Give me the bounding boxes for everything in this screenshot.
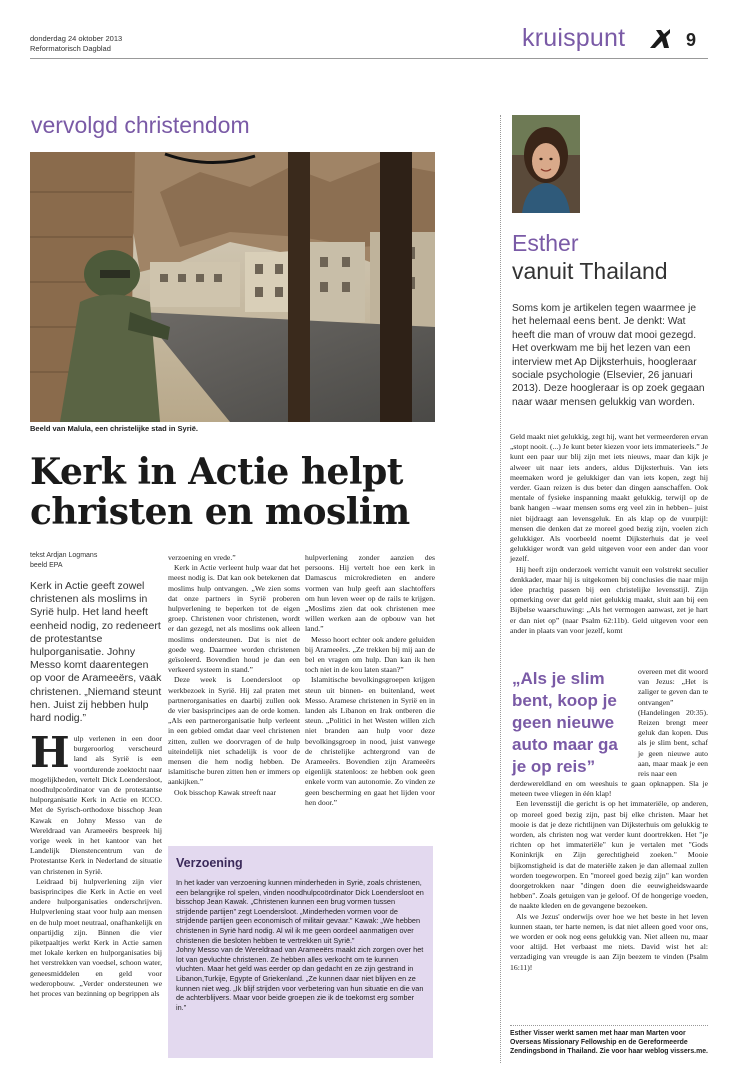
section-title: kruispunt <box>522 24 626 52</box>
article-paragraph: Deze week is Loendersloot op werkbezoek in Syrië. Hij zal praten met partnerorganisaties en daarbij zullen ook de vier basisprincipes aan de orde komen. „Als een partnerorganisatie hulp verleent in een gebied omdat daar veel christenen zitten, zullen we doorvragen of de hulp uiteindelijk niet schadelijk is voor de mensen die hem nodig hebben. De islamitische buren zitten hen er immers op aankijken.” <box>168 675 300 787</box>
pull-quote: „Als je slim bent, koop je geen nieuwe auto maar ga je op reis” <box>512 669 618 776</box>
column-body-side <box>638 667 708 779</box>
article-paragraph: verzoening en vrede.” <box>168 553 236 562</box>
section-kicker: vervolgd christendom <box>31 112 250 138</box>
column-intro: Soms kom je artikelen tegen waarmee je het helemaal eens bent. Je denkt: Wat heeft die man of vrouw dat mooi gezegd. Het overkwam me bij het lezen van een interview met Ap Dijksterhuis, hoogleraar sociale psychologie (Elsevier, 26 januari 2013). Deze hoogleraar is op zoek gegaan naar waar mensen gelukkig van worden. <box>512 303 705 408</box>
issue-date: donderdag 24 oktober 2013 <box>30 34 123 43</box>
article-paragraph: Kerk in Actie verleent hulp waar dat het meest nodig is. Dat kan ook betekenen dat moslims hulp ontvangen. „We zien soms dat onze partners in Syrië proberen hulpverlening te beperken tot de eigen groep. Christenen voor christenen, wordt er dan gezegd, net als moslims ook alleen moslims ondersteunen. Dat is niet de goede weg. Daarmee worden christenen geïsoleerd. Bovendien houd je dan een verkeerd systeem in stand.” <box>168 563 300 675</box>
column-subtitle: vanuit Thailand <box>512 258 668 284</box>
masthead-date-block <box>30 34 122 54</box>
page-number: 9 <box>686 30 697 50</box>
article-paragraph: Ook bisschop Kawak streeft naar <box>174 787 277 797</box>
article-intro: Kerk in Actie geeft zowel christenen als moslims in Syrië hulp. Het land heeft eenheid nodig, zo redeneert de protestantse hulporganisatie. Johny Messo komt daarentegen op voor de Arameeërs, vaak christenen. „Niemand steunt hen. Juist zij hebben hulp hard nodig.” <box>30 580 162 725</box>
box-body-2: Johny Messo van de Wereldraad van Arameeërs maakt zich zorgen over het lot van gevluchte christenen. Ze hebben alles verkocht om te kunnen vluchten. Maar het geld was eerder op dan gedacht en ze zijn gestrand in Libanon,Turkije, Egypte of Griekenland. „Ze kunnen daar niet blijven en ze kunnen niet weg. „Ik blijf strijden voor verbetering van hun situatie en die van de achterblijvers. Maar voor beide groepen zie ik de toekomst erg somber in.” <box>176 945 424 1012</box>
author-portrait <box>512 115 580 213</box>
headline-line-1: Kerk in Actie helpt <box>30 451 403 493</box>
column-body-bottom <box>510 779 708 973</box>
article-column-3 <box>305 553 435 808</box>
credit-image: beeld EPA <box>30 562 63 569</box>
masthead-divider <box>30 58 708 59</box>
article-paragraph: Messo hoort echter ook andere geluiden bij Arameeërs. „Ze trekken bij mij aan de bel en vragen om hulp. Dan kan ik hen toch niet in de kou laten staan?” <box>305 634 435 675</box>
article-paragraph: Islamitische bevolkingsgroepen krijgen steun uit binnen- en buitenland, weet Messo. Aramese christenen in Syrië en in landen als Libanon en Irak ontberen die steun. „Politici in het Westen willen zich niet branden aan hulp voor deze bevolkingsgroep in nood, juist vanwege de christelijke achtergrond van de Arameeërs. Bovendien zijn Arameeërs eigenlijk statenloos: ze hebben ook geen enkele vorm van autonomie. Zo vinden ze geen bescherming en gaat het lijden voor hen door.” <box>305 675 435 807</box>
headline-line-2: christen en moslim <box>30 491 410 533</box>
column-paragraph: Een levensstijl die gericht is op het immateriële, op anderen, op moreel goed bezig zijn, past bij elke christen. Maar het mooie is dat je deze richtlijnen van Dijksterhuis om gelukkig te worden, als christen nog wat verder kunt doortrekken. Het "je richten op het immateriële" kun je vertalen met "Gods Koninkrijk en Zijn gerechtigheid zoeken." Mooie bijkomstigheid is dat de materiële zaken je dan allemaal zullen worden toegeworpen. En "moreel goed bezig zijn" kan worden doorgetrokken naar "dingen doen die eeuwigheidswaarde hebben". Zoals getuigen van je geloof. Of de hongerige voeden, de naakte kleden en de gevangene bezoeken. <box>510 799 708 911</box>
kruispunt-logo-icon <box>647 26 673 52</box>
verzoening-box <box>168 846 433 1058</box>
dropcap: H <box>30 728 70 777</box>
column-paragraph: derdewereldland en om weeshuis te gaan opknappen. Sla je meteen twee vliegen in één klap! <box>510 779 708 799</box>
column-body-top <box>510 432 708 636</box>
column-paragraph: Geld maakt niet gelukkig, zegt hij, want het vermeerderen ervan „stopt nooit. (...) Je kunt beter kiezen voor iets immaterieels.” Je kunt een paar uur blij zijn met iets nieuws, maar dan kijk je alweer uit naar iets anders, aldus Dijksterhuis. Van iets meemaken word je gelukkiger dan van iets kopen, zegt hij verder. Gaan reizen is dus beter dan dingen aanschaffen. Ook mentale of fysieke inspanning maakt gelukkig, terwijl op de bank hangen –waar mensen soms erg veel zin in hebben– juist niet bijdraagt aan levensgeluk. En als klap op de vuurpijl: mensen die denken dat ze moreel goed bezig zijn, voelen zich gelukkiger. Als voorbeeld noemt Dijksterhuis dat je veel gelukkiger wordt van geld uitgeven voor een ander dan voor jezelf. <box>510 432 708 564</box>
article-paragraph: ulp verlenen in een door burgeroorlog verscheurd land als Syrië is een voortdurende zoektocht naar mogelijkheden, vertelt Dick Loendersloot, noodhulpcoördinator van de protestantse hulporganisatie Kerk in Actie en ICCO. Met de Syrisch-orthodoxe bisschop Jean Kawak en Johny Messo van de Wereldraad van Arameeërs bespreek hij vorige week in het kantoor van het Landelijk Dienstencentrum van de Protestantse Kerk in Nederland de situatie van christenen in Syrië. <box>30 734 162 876</box>
box-title: Verzoening <box>176 856 243 870</box>
photo-caption: Beeld van Malula, een christelijke stad in Syrië. <box>30 424 198 433</box>
article-column-1 <box>30 728 162 999</box>
author-bio: Esther Visser werkt samen met haar man Marten voor Overseas Missionary Fellowship en de Gereformeerde Zendingsbond in Thailand. Zie voor haar weblog vissers.me. <box>510 1025 708 1056</box>
article-paragraph: Leidraad bij hulpverlening zijn vier basisprincipes die Kerk in Actie en veel andere hulporganisaties onderschrijven. Hulpverlening staat voor hulp aan mensen en de hulp moet neutraal, onafhankelijk en onpartijdig zijn. Binnen die vier piketpaaltjes werkt Kerk in Actie samen met lokale kerken en hulporganisaties bij het verstrekken van voedsel, schoon water, geneesmiddelen en geld voor wederopbouw. „Verder ondersteunen we het proces van bezinning op begrippen als <box>30 876 162 999</box>
column-paragraph: Als we Jezus' onderwijs over hoe we het beste in het leven kunnen staan, ter harte nemen, is dat niet alleen goed voor ons, we worden er ook nog eens gelukkig van. Niet alleen nu, maar voor altijd. Het verbaast me niets. David wist het al: verzadiging van vreugde is aan Zijn beezem te vinden (Psalm 16:11)! <box>510 911 708 972</box>
box-body: In het kader van verzoening kunnen minderheden in Syrië, zoals christenen, een belangrijke rol spelen, vinden noodhulpcoördinator Dick Loendersloot en bisschop Jean Kawak. „Christenen kunnen een brug vormen tussen strijdende partijen” zegt Loendersloot. „Minderheden vormen voor de strijdende partijen geen economisch of militair gevaar.” Kawak: „We hebben christenen in Syrië hard nodig. Al wil ik me geen oordeel aanmatigen over christenen die besloten hebben te vertrekken uit Syrië.” <box>176 878 424 945</box>
article-credits <box>30 551 97 571</box>
column-paragraph: Hij heeft zijn onderzoek verricht vanuit een volstrekt seculier denkkader, maar hij is uitgekomen bij conclusies die naar mijn idee prachtig passen bij een christelijke levensstijl. Zijn opmerking over dat geld niet gelukkig maakt, sluit aan bij een Bijbelse waarschuwing: „Als het vermogen aanwast, zet je hart er dan niet op” (naar Psalm 62:11b). Geld uitgeven voor een ander in plaats van voor jezelf, komt <box>510 564 708 635</box>
column-divider <box>500 115 501 1063</box>
column-author-name: Esther <box>512 230 579 256</box>
article-column-2 <box>168 553 300 798</box>
column-paragraph: overeen met dit woord van Jezus: „Het is zaliger te geven dan te ontvangen” (Handelingen 20:35). Reizen brengt meer geluk dan kopen. Dus als je slim bent, schaf je geen nieuwe auto aan, maar maak je een reis naar een <box>638 667 708 779</box>
newspaper-name: Reformatorisch Dagblad <box>30 44 111 53</box>
credit-text: tekst Ardjan Logmans <box>30 552 98 559</box>
article-headline <box>30 452 450 532</box>
malula-photo <box>30 152 435 422</box>
article-paragraph: hulpverlening zonder aanzien des persoons. Hij vertelt hoe een kerk in Damascus microkredieten en andere vormen van hulp geeft aan slachtoffers om hun leven weer op de rails te krijgen. „Moslims zien dat ook christenen mee willen werken aan de opbouw van het land.” <box>305 553 435 634</box>
